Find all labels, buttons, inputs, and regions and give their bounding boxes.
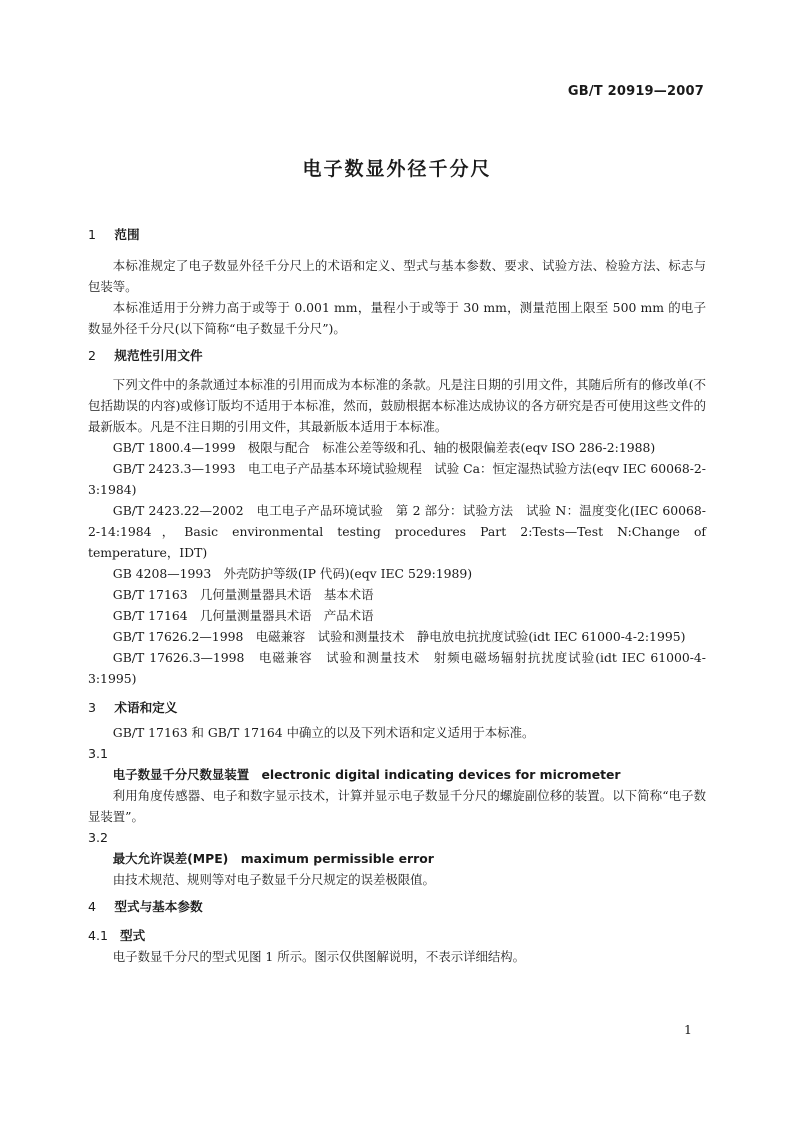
scope-paragraph-2: 本标准适用于分辨力高于或等于 0.001 mm，量程小于或等于 30 mm，测量范围上限至 500 mm 的电子数显外径千分尺(以下简称“电子数显千分尺”)。 (88, 300, 706, 336)
term-number: 3.2 (88, 830, 109, 845)
subsection-4-1-heading: 4.1 型式 (88, 928, 146, 943)
terms-intro: GB/T 17163 和 GB/T 17164 中确立的以及下列术语和定义适用于本标准。 (112, 725, 535, 740)
document-title: 电子数显外径千分尺 (302, 158, 492, 180)
reference-item: GB 4208—1993 外壳防护等级(IP 代码)(eqv IEC 529:1989) (112, 566, 473, 581)
reference-item: GB/T 2423.3—1993 电工电子产品基本环境试验规程 试验 Ca：恒定湿热试验方法(eqv IEC 60068-2-3:1984) (88, 461, 706, 497)
reference-item: GB/T 1800.4—1999 极限与配合 标准公差等级和孔、轴的极限偏差表(eqv ISO 286-2:1988) (112, 440, 656, 455)
reference-item: GB/T 17164 几何量测量器具术语 产品术语 (112, 608, 374, 623)
term-title: 最大允许误差(MPE) maximum permissible error (112, 851, 434, 866)
reference-item: GB/T 17626.3—1998 电磁兼容 试验和测量技术 射频电磁场辐射抗扰度试验(idt IEC 61000-4-3:1995) (88, 650, 706, 686)
section-4-heading: 4 型式与基本参数 (88, 899, 203, 914)
term-number: 3.1 (88, 746, 109, 761)
scope-paragraph-1: 本标准规定了电子数显外径千分尺上的术语和定义、型式与基本参数、要求、试验方法、检验方法、标志与包装等。 (88, 258, 706, 294)
references-intro: 下列文件中的条款通过本标准的引用而成为本标准的条款。凡是注日期的引用文件，其随后所有的修改单(不包括勘误的内容)或修订版均不适用于本标准，然而，鼓励根据本标准达成协议的各方研究是否可使用这些文件的最新版本。凡是不注日期的引用文件，其最新版本适用于本标准。 (88, 377, 706, 434)
reference-item: GB/T 17163 几何量测量器具术语 基本术语 (112, 587, 374, 602)
standard-number: GB/T 20919—2007 (567, 84, 704, 99)
term-definition: 由技术规范、规则等对电子数显千分尺规定的误差极限值。 (112, 872, 435, 887)
term-definition: 利用角度传感器、电子和数字显示技术，计算并显示电子数显千分尺的螺旋副位移的装置。以下简称“电子数显装置”。 (88, 788, 706, 824)
section-3-heading: 3 术语和定义 (88, 700, 178, 715)
reference-item: GB/T 17626.2—1998 电磁兼容 试验和测量技术 静电放电抗扰度试验(idt IEC 61000-4-2:1995) (112, 629, 686, 644)
term-title: 电子数显千分尺数显装置 electronic digital indicating devices for micrometer (112, 767, 621, 782)
reference-item: GB/T 2423.22—2002 电工电子产品环境试验 第 2 部分：试验方法 试验 N：温度变化(IEC 60068-2-14:1984，Basic environmental testing procedures Part 2:Tests—Test N:Change of temperature，IDT) (88, 503, 706, 560)
type-paragraph: 电子数显千分尺的型式见图 1 所示。图示仅供图解说明，不表示详细结构。 (112, 949, 526, 964)
section-2-heading: 2 规范性引用文件 (88, 348, 203, 363)
section-1-heading: 1 范围 (88, 227, 140, 242)
page-number: 1 (684, 1022, 692, 1037)
document-body (88, 224, 706, 967)
